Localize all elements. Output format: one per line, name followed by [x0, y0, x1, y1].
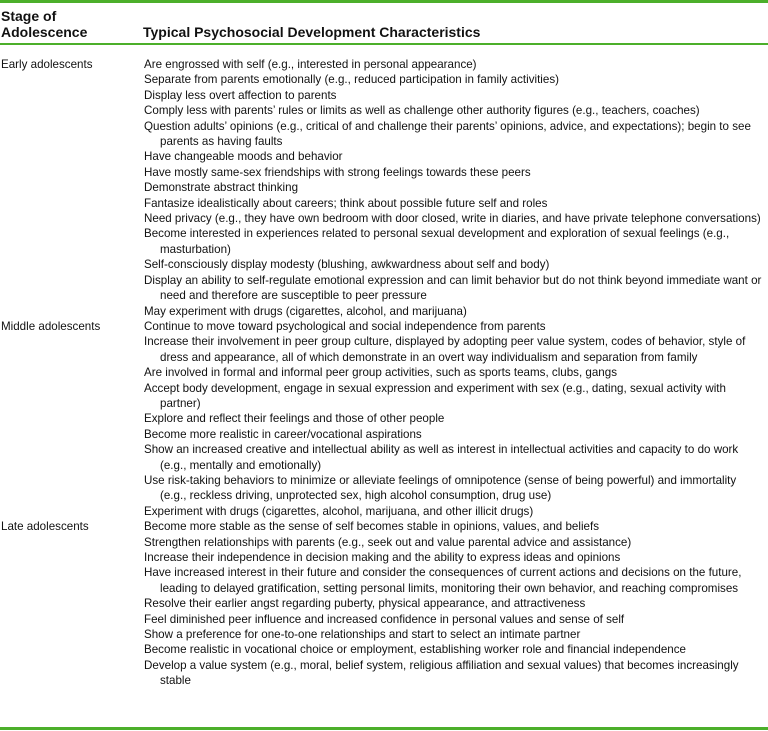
list-item: Need privacy (e.g., they have own bedroom with door closed, write in diaries, and have private telephone conversations) [144, 212, 761, 226]
list-item: Use risk-taking behaviors to minimize or alleviate feelings of omnipotence (sense of being powerful) and immortality (e.g., reckless driving, unprotected sex, high alcohol consumption, drug use) [144, 473, 737, 503]
list-item: Comply less with parents’ rules or limits as well as challenge other authority figures (e.g., teachers, coaches) [144, 104, 700, 118]
characteristics-list [144, 57, 764, 319]
header-characteristics: Typical Psychosocial Development Characteristics [143, 24, 481, 40]
list-item: Increase their independence in decision making and the ability to express ideas and opinions [144, 551, 621, 564]
stage-group-middle [0, 319, 768, 519]
list-item: Experiment with drugs (cigarettes, alcohol, marijuana, and other illicit drugs) [144, 504, 534, 518]
list-item: Question adults’ opinions (e.g., critical of and challenge their parents’ opinions, advice, and expectations); begin to see parents as having faults [144, 119, 751, 149]
list-item: Show an increased creative and intellectual ability as well as interest in intellectual activities and capacity to do work (e.g., mentally and emotionally) [144, 443, 739, 472]
table-header [0, 5, 768, 43]
list-item: Become realistic in vocational choice or employment, establishing worker role and financial independence [144, 643, 686, 657]
list-item: Separate from parents emotionally (e.g., reduced participation in family activities) [144, 73, 559, 87]
header-rule [0, 43, 768, 45]
list-item: Are engrossed with self (e.g., interested in personal appearance) [144, 58, 477, 71]
list-item: Display an ability to self-regulate emotional expression and can limit behavior but do not think beyond immediate want or need and therefore are susceptible to peer pressure [144, 273, 762, 303]
list-item: Self-consciously display modesty (blushing, awkwardness about self and body) [144, 258, 550, 272]
list-item: May experiment with drugs (cigarettes, alcohol, and marijuana) [144, 304, 467, 318]
list-item: Become more stable as the sense of self becomes stable in opinions, values, and beliefs [144, 520, 599, 534]
stage-group-early [0, 57, 768, 319]
list-item: Become interested in experiences related to personal sexual development and exploration of sexual feelings (e.g., masturbation) [144, 227, 730, 256]
top-rule [0, 0, 768, 3]
header-stage: Stage of Adolescence [1, 8, 88, 40]
list-item: Explore and reflect their feelings and those of other people [144, 412, 445, 426]
list-item: Continue to move toward psychological and social independence from parents [144, 319, 546, 333]
list-item: Resolve their earlier angst regarding puberty, physical appearance, and attractiveness [144, 597, 586, 611]
stage-label: Early adolescents [1, 58, 93, 71]
list-item: Feel diminished peer influence and increased confidence in personal values and sense of self [144, 612, 625, 626]
list-item: Demonstrate abstract thinking [144, 181, 299, 195]
characteristics-list [144, 519, 764, 688]
list-item: Display less overt affection to parents [144, 88, 337, 102]
list-item: Accept body development, engage in sexual expression and experiment with sex (e.g., dating, sexual activity with partner) [144, 381, 726, 410]
list-item: Show a preference for one-to-one relationships and start to select an intimate partner [144, 628, 581, 642]
list-item: Have increased interest in their future and consider the consequences of current actions and decisions on the future, leading to delayed gratification, setting personal limits, monitoring their own behavior, and reaching compromises [144, 566, 742, 595]
list-item: Fantasize idealistically about careers; think about possible future self and roles [144, 196, 548, 210]
list-item: Have changeable moods and behavior [144, 150, 343, 164]
stage-group-late [0, 519, 768, 688]
list-item: Increase their involvement in peer group culture, displayed by adopting peer value system, codes of behavior, style of dress and appearance, all of which demonstrate in an overt way individualism and separation from family [144, 335, 746, 364]
bottom-rule [0, 727, 768, 730]
list-item: Develop a value system (e.g., moral, belief system, religious affiliation and sexual values) that becomes increasingly stable [144, 658, 739, 688]
list-item: Have mostly same-sex friendships with strong feelings towards these peers [144, 165, 531, 179]
table-body [0, 57, 768, 689]
list-item: Become more realistic in career/vocational aspirations [144, 427, 422, 441]
stage-label: Late adolescents [1, 520, 89, 534]
list-item: Strengthen relationships with parents (e.g., seek out and value parental advice and assistance) [144, 535, 632, 549]
list-item: Are involved in formal and informal peer group activities, such as sports teams, clubs, gangs [144, 366, 617, 380]
characteristics-list [144, 319, 764, 519]
stage-label: Middle adolescents [1, 319, 101, 333]
